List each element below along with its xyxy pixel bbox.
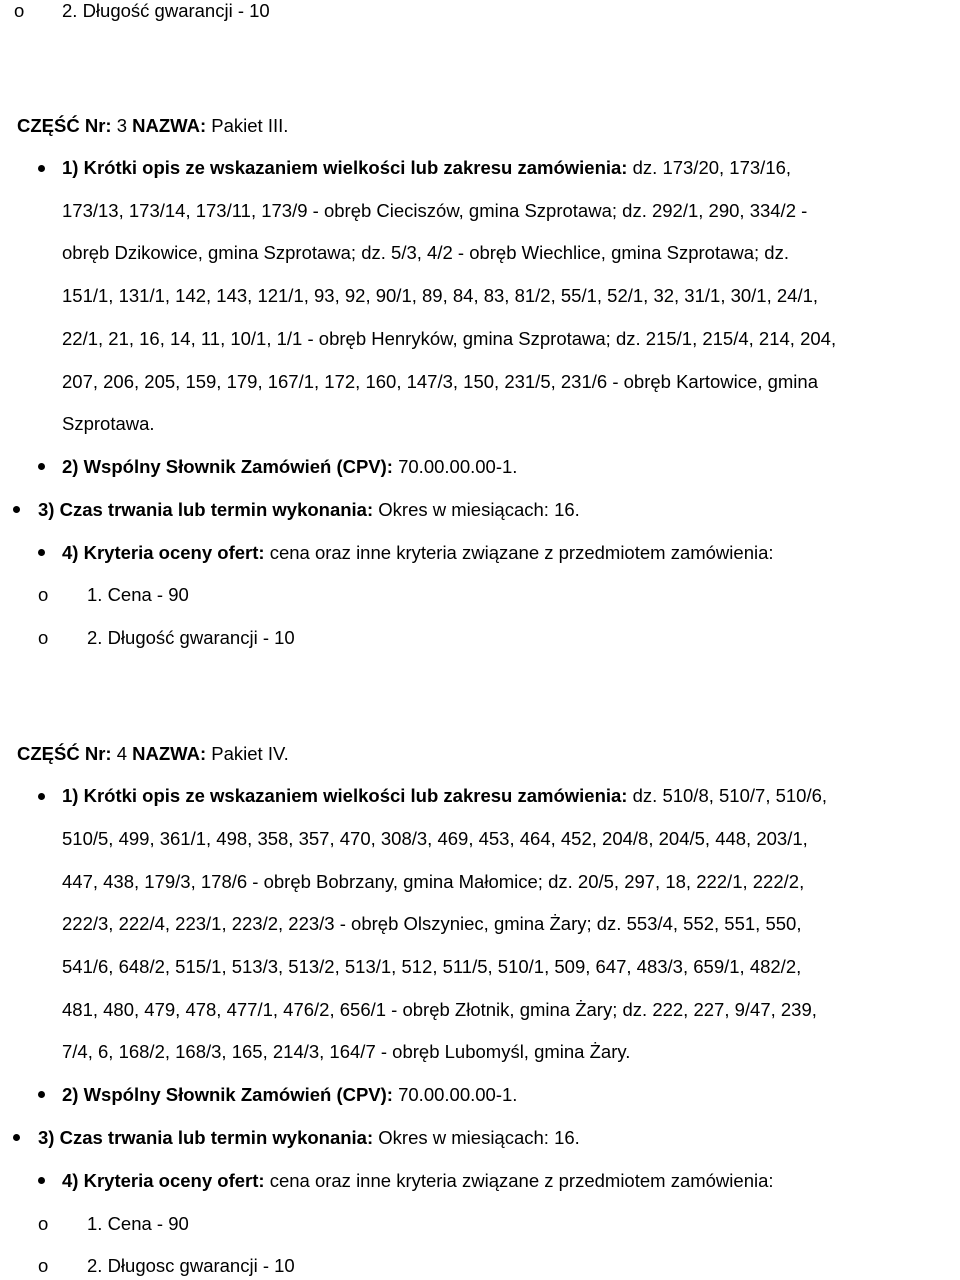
time-value: Okres w miesiącach: 16. — [378, 1127, 580, 1148]
bullet-icon — [38, 793, 45, 800]
part4-desc-line-4: 222/3, 222/4, 223/1, 223/2, 223/3 - obręb Olszyniec, gmina Żary; dz. 553/4, 552, 551, 550, — [62, 913, 802, 934]
time-label: 3) Czas trwania lub termin wykonania: — [38, 1127, 374, 1148]
name-label: NAZWA: — [132, 743, 207, 764]
part3-desc-line-2: 173/13, 173/14, 173/11, 173/9 - obręb Cieciszów, gmina Szprotawa; dz. 292/1, 290, 334/2 - — [62, 200, 808, 221]
desc-text: dz. 510/8, 510/7, 510/6, — [632, 785, 828, 806]
bullet-icon — [38, 165, 45, 172]
bullet-icon — [38, 549, 45, 556]
nr-label: Nr: — [84, 743, 112, 764]
time-label: 3) Czas trwania lub termin wykonania: — [38, 499, 374, 520]
part4-desc-line-1 — [62, 785, 827, 807]
part3-heading — [17, 115, 288, 137]
cpv-label: 2) Wspólny Słownik Zamówień (CPV): — [62, 1084, 393, 1105]
criteria-item: 1. Cena - 90 — [87, 584, 189, 605]
part3-desc-line-3: obręb Dzikowice, gmina Szprotawa; dz. 5/3, 4/2 - obręb Wiechlice, gmina Szprotawa; dz. — [62, 242, 789, 263]
part3-time — [38, 499, 580, 521]
bullet-icon — [38, 1091, 45, 1098]
part4-cpv — [62, 1084, 517, 1106]
part3-criteria — [62, 542, 774, 564]
cpv-value: 70.00.00.00-1. — [398, 456, 518, 477]
desc-text: dz. 173/20, 173/16, — [632, 157, 792, 178]
list-marker-o: o — [38, 1255, 49, 1276]
nr-value: 4 — [116, 743, 128, 764]
part4-time — [38, 1127, 580, 1149]
part4-criteria — [62, 1170, 774, 1192]
criteria-item: 1. Cena - 90 — [87, 1213, 189, 1234]
bullet-icon — [38, 1177, 45, 1184]
part4-desc-line-7: 7/4, 6, 168/2, 168/3, 165, 214/3, 164/7 - obręb Lubomyśl, gmina Żary. — [62, 1041, 631, 1062]
desc-label: 1) Krótki opis ze wskazaniem wielkości lub zakresu zamówienia: — [62, 157, 628, 178]
part-label: CZĘŚĆ — [17, 743, 80, 764]
part4-desc-line-6: 481, 480, 479, 478, 477/1, 476/2, 656/1 - obręb Złotnik, gmina Żary; dz. 222, 227, 9/47, 239, — [62, 999, 817, 1020]
criteria-label: 4) Kryteria oceny ofert: — [62, 542, 265, 563]
part4-heading — [17, 743, 289, 765]
bullet-icon — [38, 463, 45, 470]
name-value: Pakiet IV. — [211, 743, 289, 764]
cpv-value: 70.00.00.00-1. — [398, 1084, 518, 1105]
desc-label: 1) Krótki opis ze wskazaniem wielkości lub zakresu zamówienia: — [62, 785, 628, 806]
criteria-item: 2. Długosc gwarancji - 10 — [87, 1255, 295, 1276]
criteria-value: cena oraz inne kryteria związane z przedmiotem zamówienia: — [269, 542, 774, 563]
list-marker-o: o — [38, 584, 49, 605]
cpv-label: 2) Wspólny Słownik Zamówień (CPV): — [62, 456, 393, 477]
part3-desc-line-1 — [62, 157, 791, 179]
list-marker-o: o — [14, 0, 25, 21]
part3-desc-line-6: 207, 206, 205, 159, 179, 167/1, 172, 160, 147/3, 150, 231/5, 231/6 - obręb Kartowice, gmina — [62, 371, 818, 392]
criteria-label: 4) Kryteria oceny ofert: — [62, 1170, 265, 1191]
bullet-icon — [13, 1134, 20, 1141]
criteria-value: cena oraz inne kryteria związane z przedmiotem zamówienia: — [269, 1170, 774, 1191]
part-label: CZĘŚĆ — [17, 115, 80, 136]
part4-desc-line-5: 541/6, 648/2, 515/1, 513/3, 513/2, 513/1, 512, 511/5, 510/1, 509, 647, 483/3, 659/1, 482/2, — [62, 956, 802, 977]
part3-cpv — [62, 456, 517, 478]
nr-value: 3 — [116, 115, 128, 136]
time-value: Okres w miesiącach: 16. — [378, 499, 580, 520]
name-value: Pakiet III. — [211, 115, 289, 136]
bullet-icon — [13, 506, 20, 513]
criteria-item: 2. Długość gwarancji - 10 — [87, 627, 295, 648]
part4-desc-line-2: 510/5, 499, 361/1, 498, 358, 357, 470, 308/3, 469, 453, 464, 452, 204/8, 204/5, 448, 203/1, — [62, 828, 808, 849]
list-marker-o: o — [38, 1213, 49, 1234]
part3-desc-line-7: Szprotawa. — [62, 413, 155, 434]
name-label: NAZWA: — [132, 115, 207, 136]
part3-desc-line-5: 22/1, 21, 16, 14, 11, 10/1, 1/1 - obręb Henryków, gmina Szprotawa; dz. 215/1, 215/4, 214, 204, — [62, 328, 837, 349]
part3-desc-line-4: 151/1, 131/1, 142, 143, 121/1, 93, 92, 90/1, 89, 84, 83, 81/2, 55/1, 52/1, 32, 31/1, 30/1, 24/1, — [62, 285, 819, 306]
nr-label: Nr: — [84, 115, 112, 136]
list-marker-o: o — [38, 627, 49, 648]
part4-desc-line-3: 447, 438, 179/3, 178/6 - obręb Bobrzany, gmina Małomice; dz. 20/5, 297, 18, 222/1, 222/2, — [62, 871, 805, 892]
criteria-item: 2. Długość gwarancji - 10 — [62, 0, 270, 21]
